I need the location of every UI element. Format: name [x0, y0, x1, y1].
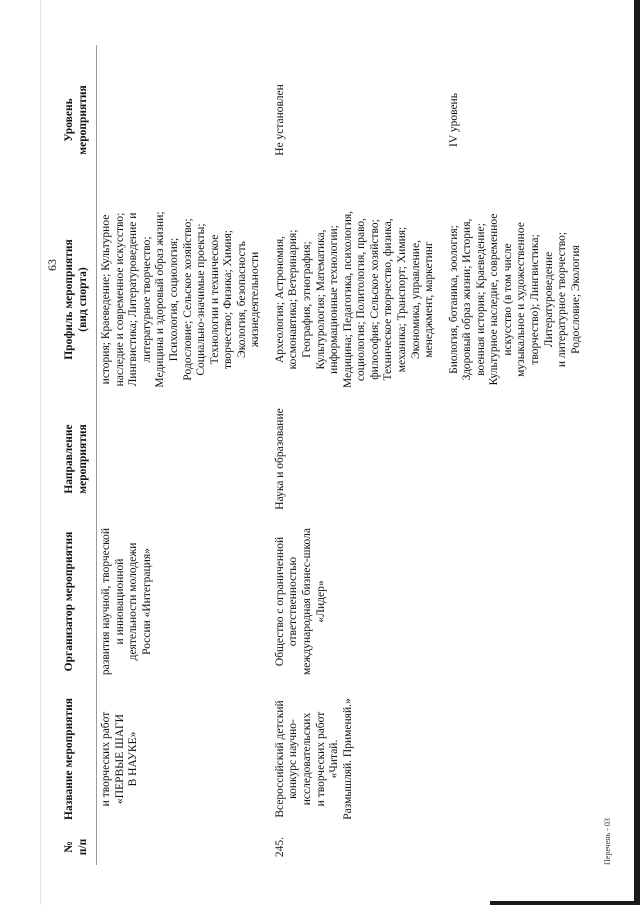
event-direction: Наука и образование: [273, 408, 286, 510]
rotated-document-sheet: [45, 45, 610, 865]
event-level: Не установлен: [273, 84, 286, 156]
event-name: Всероссийский детский конкурс научно- исследовательских и творческих работ «Читай. Размышляй. Применяй.»: [273, 698, 354, 820]
page-number: [45, 45, 60, 865]
row-num: [97, 829, 271, 865]
page-number-text: 63: [45, 259, 59, 271]
event-level: IV уровень: [447, 93, 460, 147]
event-organizer: развития научной, творческой и инновационной деятельности молодежи России «Интеграция»: [100, 527, 153, 676]
scan-edge-line: [40, 0, 41, 905]
event-organizer: Общество с ограниченной ответственностью международная бизнес-школа «Лидер»: [273, 528, 327, 675]
header-profile: Профиль мероприятия (вид спорта): [59, 195, 97, 404]
scan-bottom-border: [490, 901, 640, 905]
scan-right-border: [634, 0, 640, 905]
table-row: [97, 45, 271, 865]
table-header-row: [59, 45, 97, 865]
event-profile: Археология; Астрономия, космонавтика; Ветеринария; География, этнография; Культурология; Математика, информационные технологии; Медицина; Педагогика, психология, социология; Политология, право, философия; Сельское хозяйство; Техническое творчество, физика, механика; Транспорт; Химия; Экономика, управление, менеджмент, маркетинг: [273, 210, 436, 389]
table-row: [271, 45, 445, 865]
header-direction: Направление мероприятия: [59, 404, 97, 514]
event-profile: Биология, ботаника, зоология; Здоровый образ жизни; История, военная история; Краеведение; Культурное наследие, современное искусство (в том числе музыкальное и художественное творчество); Лингвистика; Литературоведение и литературное творчество; Родословие; Экология: [447, 213, 582, 386]
event-name: и творческих работ «ПЕРВЫЕ ШАГИ В НАУКЕ»: [100, 711, 140, 807]
event-level: [97, 45, 271, 195]
header-level: Уровень мероприятия: [59, 45, 97, 195]
document-footer: Перечень - 03: [603, 818, 612, 865]
header-organizer: Организатор мероприятия: [59, 514, 97, 689]
events-table: [59, 45, 591, 865]
event-direction: [97, 404, 271, 514]
event-profile: история; Краеведение; Культурное наследие и современное искусство; Лингвистика; Литературоведение и литературное творчество; Медицина и здоровый образ жизни; Психология, социология; Родословие; Сельское хозяйство; Социально-значимые проекты; Технологии и техническое творчество; Физика; Химия; Экология, безопасность жизнедеятельности: [100, 211, 262, 388]
header-num: № п/п: [59, 829, 97, 865]
row-num: 245.: [273, 836, 286, 858]
header-name: Название мероприятия: [59, 689, 97, 829]
